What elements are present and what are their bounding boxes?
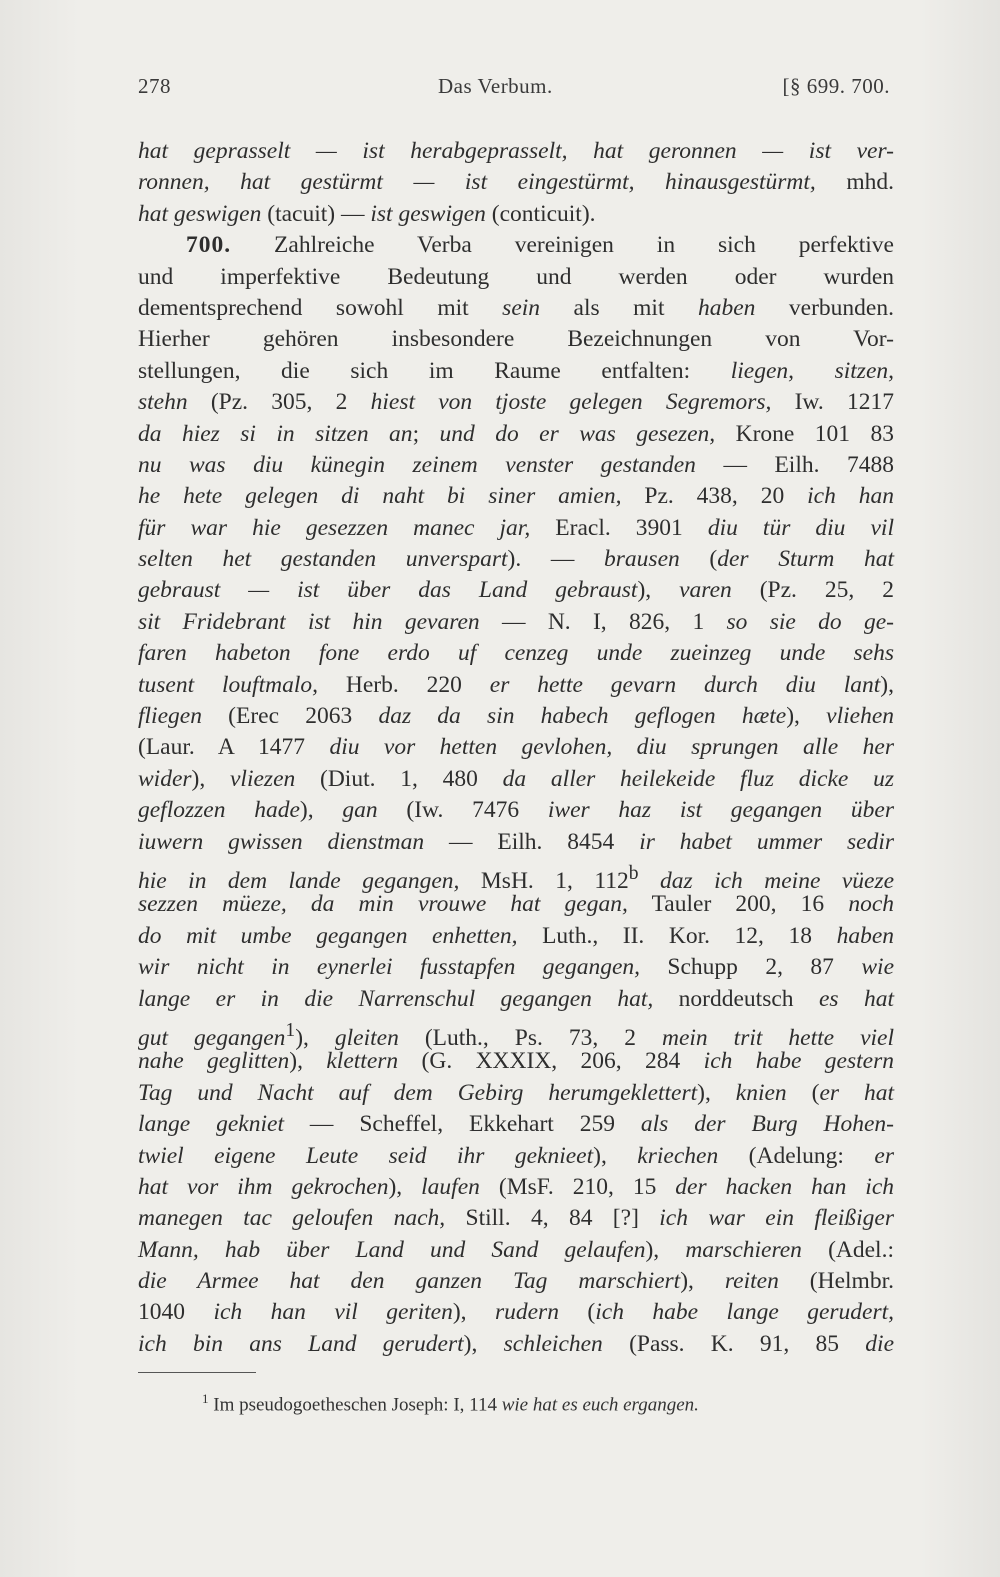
body-text — [138, 136, 894, 1360]
footnote-ref: 1 — [285, 1019, 296, 1041]
text-line: hie in dem lande gegangen, MsH. 1, 112$^b$ daz ich meine vüeze — [138, 862, 895, 894]
text-line: ich bin ans Land gerudert), schleichen (Pass. K. 91, 85 die — [138, 1330, 895, 1357]
text-line: gebraust — ist über das Land gebraust), varen (Pz. 25, 2 — [138, 577, 894, 604]
section-number: 700. — [186, 232, 232, 259]
text-line: stehn (Pz. 305, 2 hiest von tjoste gelegen Segremors, Iw. 1217 — [138, 389, 894, 416]
text-line: wir nicht in eynerlei fusstapfen gegangen, Schupp 2, 87 wie — [138, 954, 894, 981]
text-line: hat geprasselt — ist herabgeprasselt, hat geronnen — ist ver- — [138, 138, 894, 164]
text-line: fliegen (Erec 2063 daz da sin habech geflogen hæte), vliehen — [138, 703, 895, 730]
text-line: und imperfektive Bedeutung und werden oder wurden — [138, 263, 894, 290]
text-line: lange gekniet — Scheffel, Ekkehart 259 als der Burg Hohen- — [138, 1111, 895, 1138]
text-line: he hete gelegen di naht bi siner amien, Pz. 438, 20 ich han — [138, 483, 894, 510]
footnote — [202, 1386, 892, 1418]
text-line: Tag und Nacht auf dem Gebirg herumgeklettert), knien (er hat — [138, 1079, 895, 1106]
text-line: 1040 ich han vil geriten), rudern (ich habe lange gerudert, — [138, 1299, 895, 1326]
text-line: Mann, hab über Land und Sand gelaufen), marschieren (Adel.: — [138, 1236, 894, 1263]
footnote-marker: 1 — [202, 1391, 209, 1406]
text-line: da hiez si in sitzen an; und do er was gesezen, Krone 101 83 — [138, 420, 894, 447]
text-line: geflozzen hade), gan (Iw. 7476 iwer haz ist gegangen über — [138, 797, 894, 824]
section-reference: [§ 699. 700. — [782, 74, 890, 98]
text-line: ronnen, hat gestürmt — ist eingestürmt, hinausgestürmt, mhd. — [138, 169, 894, 196]
footnote-divider — [138, 1372, 256, 1373]
text-line: tusent louftmalo, Herb. 220 er hette gevarn durch diu lant), — [138, 671, 894, 698]
text-line: lange er in die Narrenschul gegangen hat, norddeutsch es hat — [138, 985, 894, 1012]
text-line: hat geswigen (tacuit) — ist geswigen (conticuit). — [138, 200, 596, 227]
text-line: sezzen müeze, da min vrouwe hat gegan, Tauler 200, 16 noch — [138, 891, 894, 918]
text-line: iuwern gwissen dienstman — Eilh. 8454 ir habet ummer sedir — [138, 828, 895, 855]
text-line: (Laur. A 1477 diu vor hetten gevlohen, diu sprungen alle her — [138, 734, 894, 761]
text-line: manegen tac geloufen nach, Still. 4, 84 [?] ich war ein fleißiger — [138, 1205, 894, 1232]
text-line: dementsprechend sowohl mit sein als mit haben verbunden. — [138, 294, 894, 321]
footnote-text: Im pseudogoetheschen Joseph: I, 114 — [208, 1394, 502, 1416]
text-line: gut gegangen$^1$), gleiten (Luth., Ps. 73, 2 mein trit hette viel — [138, 1019, 894, 1051]
text-line: Hierher gehören insbesondere Bezeichnungen von Vor- — [138, 326, 894, 353]
running-title: Das Verbum. — [438, 74, 553, 98]
text-line: faren habeton fone erdo uf cenzeg unde zueinzeg unde sehs — [138, 640, 894, 667]
text-line: twiel eigene Leute seid ihr geknieet), kriechen (Adelung: er — [138, 1142, 894, 1169]
text-line: für war hie gesezzen manec jar, Eracl. 3901 diu tür diu vil — [138, 514, 894, 541]
text-line: stellungen, die sich im Raume entfalten: liegen, sitzen, — [138, 357, 894, 384]
text-line: 700. Zahlreiche Verba vereinigen in sich perfektive — [186, 232, 894, 259]
page-number: 278 — [138, 74, 171, 98]
text-line: sit Fridebrant ist hin gevaren — N. I, 826, 1 so sie do ge- — [138, 608, 895, 635]
footnote-quote: wie hat es euch ergangen. — [501, 1394, 699, 1416]
running-header — [138, 74, 890, 104]
text-line: wider), vliezen (Diut. 1, 480 da aller heilekeide fluz dicke uz — [138, 765, 895, 792]
text-line: nahe geglitten), klettern (G. XXXIX, 206, 284 ich habe gestern — [138, 1048, 894, 1075]
text-line: die Armee hat den ganzen Tag marschiert), reiten (Helmbr. — [138, 1268, 894, 1295]
text-line: selten het gestanden unverspart). — brausen (der Sturm hat — [138, 546, 895, 573]
text-line: nu was diu künegin zeinem venster gestanden — Eilh. 7488 — [138, 451, 894, 478]
text-line: hat vor ihm gekrochen), laufen (MsF. 210, 15 der hacken han ich — [138, 1173, 894, 1200]
text-line: do mit umbe gegangen enhetten, Luth., II. Kor. 12, 18 haben — [138, 922, 894, 949]
